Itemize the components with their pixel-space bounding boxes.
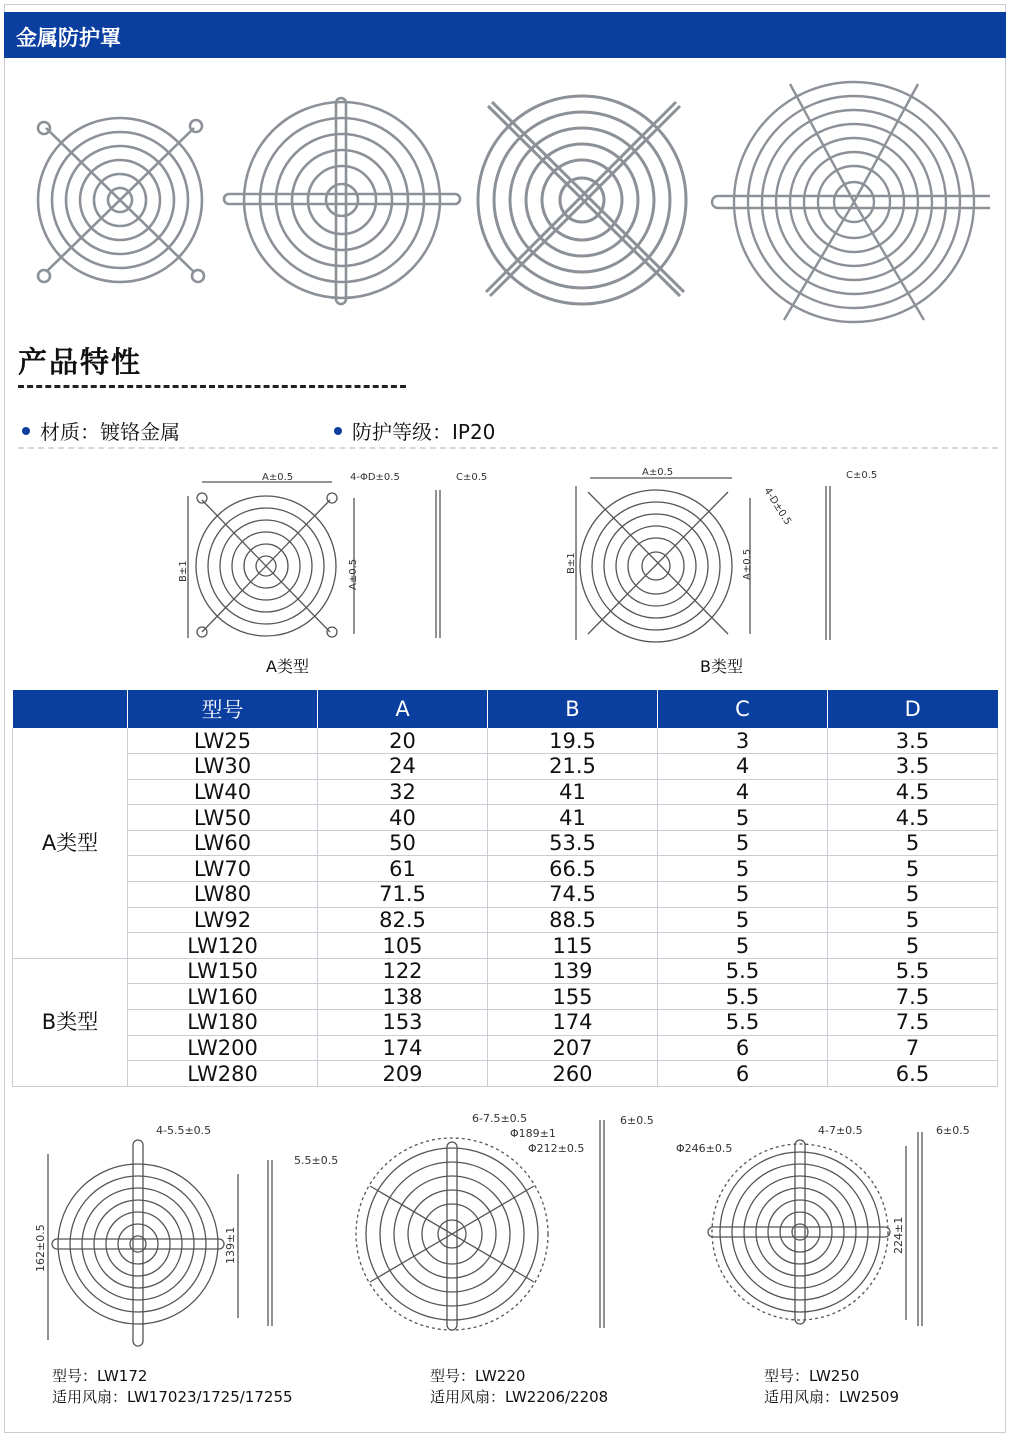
product-photos bbox=[20, 70, 990, 330]
cell-b: 19.5 bbox=[488, 728, 658, 754]
lw172-dim-top: 4-5.5±0.5 bbox=[156, 1124, 212, 1137]
table-row bbox=[13, 856, 998, 882]
lw250-model: 型号：LW250 bbox=[764, 1367, 860, 1385]
cell-model: LW40 bbox=[128, 779, 318, 805]
fan-guard-photo-large bbox=[712, 82, 990, 322]
table-row bbox=[13, 907, 998, 933]
cell-a: 32 bbox=[318, 779, 488, 805]
cell-c: 5.5 bbox=[658, 984, 828, 1010]
cell-c: 5 bbox=[658, 933, 828, 959]
table-row bbox=[13, 1061, 998, 1087]
lw172-fans: 适用风扇：LW17023/1725/17255 bbox=[52, 1388, 293, 1406]
cell-d: 4.5 bbox=[828, 805, 998, 831]
cell-b: 155 bbox=[488, 984, 658, 1010]
table-row bbox=[13, 984, 998, 1010]
header-group bbox=[13, 690, 128, 728]
drawing-lw172 bbox=[48, 1140, 272, 1346]
cell-model: LW25 bbox=[128, 728, 318, 754]
cell-d: 5 bbox=[828, 907, 998, 933]
group-label: B类型 bbox=[13, 958, 128, 1086]
cell-d: 7.5 bbox=[828, 984, 998, 1010]
table-header-row bbox=[13, 690, 998, 728]
cell-a: 71.5 bbox=[318, 882, 488, 908]
features-title: 产品特性 bbox=[18, 345, 143, 379]
lw220-info bbox=[430, 1366, 608, 1408]
lw220-dim-side: 6±0.5 bbox=[620, 1114, 654, 1127]
cell-b: 115 bbox=[488, 933, 658, 959]
cell-d: 3.5 bbox=[828, 754, 998, 780]
header-a: A bbox=[318, 690, 488, 728]
cell-c: 5 bbox=[658, 805, 828, 831]
drawing-lw250 bbox=[708, 1132, 922, 1326]
cell-c: 6 bbox=[658, 1061, 828, 1087]
cell-c: 4 bbox=[658, 754, 828, 780]
lw220-dim-d2: Φ212±0.5 bbox=[528, 1142, 585, 1155]
lw220-dim-d1: Φ189±1 bbox=[510, 1127, 556, 1140]
cell-b: 207 bbox=[488, 1035, 658, 1061]
header-model: 型号 bbox=[128, 690, 318, 728]
cell-a: 82.5 bbox=[318, 907, 488, 933]
cell-d: 7.5 bbox=[828, 1010, 998, 1036]
fan-guard-photo-x-frame bbox=[478, 96, 686, 304]
bullet-icon bbox=[334, 427, 342, 435]
table-row bbox=[13, 1010, 998, 1036]
fan-guard-photo-4-hole bbox=[38, 118, 204, 282]
drawing-type-b bbox=[576, 478, 830, 642]
dim-a-top-a: A±0.5 bbox=[262, 472, 294, 483]
cell-c: 3 bbox=[658, 728, 828, 754]
drawing-type-a bbox=[188, 482, 440, 638]
type-drawings bbox=[170, 462, 890, 684]
cell-b: 74.5 bbox=[488, 882, 658, 908]
dim-a-side-b: A±0.5 bbox=[742, 548, 753, 580]
lw172-dim-inner: 139±1 bbox=[224, 1226, 237, 1264]
table-row bbox=[13, 779, 998, 805]
dim-d-a: 4-ΦD±0.5 bbox=[350, 472, 400, 483]
cell-c: 5 bbox=[658, 830, 828, 856]
table-row bbox=[13, 1035, 998, 1061]
header-c: C bbox=[658, 690, 828, 728]
cell-b: 21.5 bbox=[488, 754, 658, 780]
cell-model: LW120 bbox=[128, 933, 318, 959]
table-row bbox=[13, 958, 998, 984]
dim-d-b: 4-D±0.5 bbox=[761, 485, 794, 528]
cell-model: LW180 bbox=[128, 1010, 318, 1036]
cell-b: 41 bbox=[488, 779, 658, 805]
lw250-info bbox=[764, 1366, 899, 1408]
cell-a: 174 bbox=[318, 1035, 488, 1061]
cell-d: 6.5 bbox=[828, 1061, 998, 1087]
cell-b: 139 bbox=[488, 958, 658, 984]
caption-type-b: B类型 bbox=[700, 657, 743, 676]
cell-a: 153 bbox=[318, 1010, 488, 1036]
fan-guard-photo-cross bbox=[224, 98, 460, 304]
cell-d: 3.5 bbox=[828, 728, 998, 754]
header-title: 金属防护罩 bbox=[16, 26, 121, 50]
cell-a: 122 bbox=[318, 958, 488, 984]
cell-a: 209 bbox=[318, 1061, 488, 1087]
feature-protection bbox=[334, 416, 495, 445]
lw250-dim-inner: 224±1 bbox=[892, 1216, 905, 1254]
cell-d: 5 bbox=[828, 856, 998, 882]
dim-b-b: B±1 bbox=[566, 552, 577, 574]
cell-model: LW80 bbox=[128, 882, 318, 908]
cell-b: 88.5 bbox=[488, 907, 658, 933]
feature-material-label: 材质：镀铬金属 bbox=[40, 420, 180, 444]
header-d: D bbox=[828, 690, 998, 728]
lw172-dim-side: 5.5±0.5 bbox=[294, 1154, 339, 1167]
dim-b-a: B±1 bbox=[178, 560, 189, 582]
lw250-fans: 适用风扇：LW2509 bbox=[764, 1388, 899, 1406]
cell-a: 50 bbox=[318, 830, 488, 856]
lw172-info bbox=[52, 1366, 293, 1408]
cell-model: LW150 bbox=[128, 958, 318, 984]
caption-type-a: A类型 bbox=[266, 657, 309, 676]
cell-c: 4 bbox=[658, 779, 828, 805]
cell-a: 40 bbox=[318, 805, 488, 831]
lw172-dim-h: 162±0.5 bbox=[34, 1224, 47, 1272]
table-row bbox=[13, 754, 998, 780]
cell-d: 5 bbox=[828, 882, 998, 908]
cell-d: 4.5 bbox=[828, 779, 998, 805]
cell-model: LW50 bbox=[128, 805, 318, 831]
cell-model: LW92 bbox=[128, 907, 318, 933]
cell-c: 6 bbox=[658, 1035, 828, 1061]
cell-a: 105 bbox=[318, 933, 488, 959]
cell-model: LW280 bbox=[128, 1061, 318, 1087]
features-title-underline bbox=[18, 385, 406, 388]
cell-d: 5 bbox=[828, 933, 998, 959]
cell-b: 53.5 bbox=[488, 830, 658, 856]
cell-a: 24 bbox=[318, 754, 488, 780]
cell-model: LW60 bbox=[128, 830, 318, 856]
cell-a: 20 bbox=[318, 728, 488, 754]
cell-b: 174 bbox=[488, 1010, 658, 1036]
cell-d: 5.5 bbox=[828, 958, 998, 984]
spec-table-body bbox=[13, 728, 998, 1086]
cell-c: 5 bbox=[658, 882, 828, 908]
cell-model: LW70 bbox=[128, 856, 318, 882]
cell-a: 138 bbox=[318, 984, 488, 1010]
spec-table bbox=[12, 690, 998, 1087]
table-row bbox=[13, 882, 998, 908]
lw220-dim-top: 6-7.5±0.5 bbox=[472, 1112, 528, 1125]
lw250-dim-d: Φ246±0.5 bbox=[676, 1142, 733, 1155]
lw172-model: 型号：LW172 bbox=[52, 1367, 148, 1385]
cell-model: LW200 bbox=[128, 1035, 318, 1061]
cell-c: 5 bbox=[658, 856, 828, 882]
table-row bbox=[13, 728, 998, 754]
cell-model: LW160 bbox=[128, 984, 318, 1010]
table-row bbox=[13, 830, 998, 856]
dim-c-b: C±0.5 bbox=[846, 470, 878, 481]
feature-separator bbox=[18, 447, 998, 449]
feature-protection-label: 防护等级：IP20 bbox=[352, 420, 496, 444]
dim-c-a: C±0.5 bbox=[456, 472, 488, 483]
lw250-dim-side: 6±0.5 bbox=[936, 1124, 970, 1137]
cell-b: 41 bbox=[488, 805, 658, 831]
group-label: A类型 bbox=[13, 728, 128, 958]
cell-d: 5 bbox=[828, 830, 998, 856]
lw220-fans: 适用风扇：LW2206/2208 bbox=[430, 1388, 609, 1406]
cell-b: 260 bbox=[488, 1061, 658, 1087]
cell-c: 5 bbox=[658, 907, 828, 933]
table-row bbox=[13, 933, 998, 959]
lw220-model: 型号：LW220 bbox=[430, 1367, 526, 1385]
feature-material bbox=[22, 416, 180, 445]
dim-a-side-a: A±0.5 bbox=[348, 558, 359, 590]
cell-c: 5.5 bbox=[658, 1010, 828, 1036]
cell-a: 61 bbox=[318, 856, 488, 882]
cell-model: LW30 bbox=[128, 754, 318, 780]
lw250-dim-top: 4-7±0.5 bbox=[818, 1124, 863, 1137]
header-b: B bbox=[488, 690, 658, 728]
dim-a-top-b: A±0.5 bbox=[642, 467, 674, 478]
cell-b: 66.5 bbox=[488, 856, 658, 882]
table-row bbox=[13, 805, 998, 831]
large-model-drawings bbox=[12, 1100, 997, 1360]
bullet-icon bbox=[22, 427, 30, 435]
cell-c: 5.5 bbox=[658, 958, 828, 984]
cell-d: 7 bbox=[828, 1035, 998, 1061]
header-bar bbox=[4, 12, 1006, 58]
